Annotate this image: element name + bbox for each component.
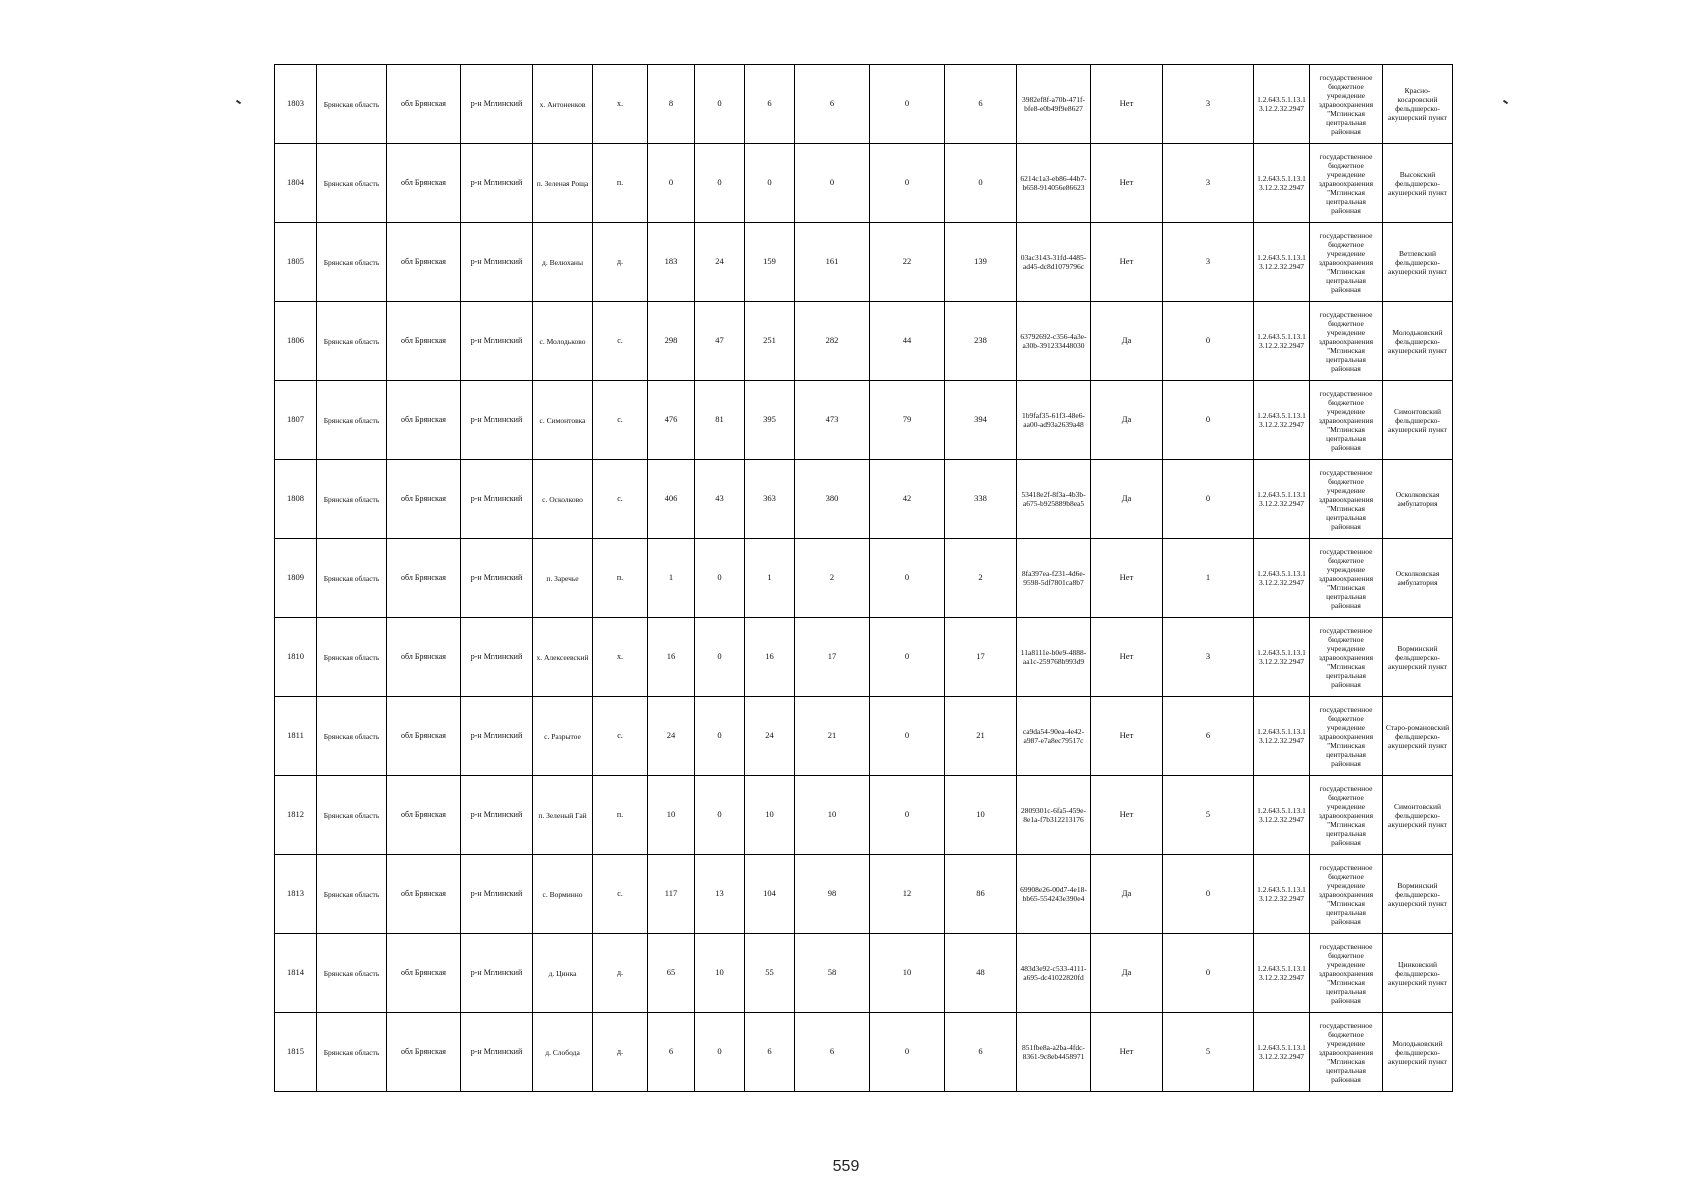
population-children-cell: 24 xyxy=(695,223,745,302)
population-children-cell: 0 xyxy=(695,1013,745,1092)
oblast-cell: обл Брянская xyxy=(387,697,461,776)
medical-organization-cell: государственное бюджетное учреждение здравоохранения "Мглинская центральная районная xyxy=(1310,302,1383,381)
oblast-cell: обл Брянская xyxy=(387,855,461,934)
population-adults-cell: 16 xyxy=(745,618,795,697)
fias-guid-cell: 851fbe8a-a2ba-4fdc-8361-9c8eb4458971 xyxy=(1017,1013,1091,1092)
population-children-2-cell: 0 xyxy=(870,65,945,144)
fias-guid-cell: 63792692-c356-4a3e-a30b-391233448030 xyxy=(1017,302,1091,381)
fias-guid-cell: 53418e2f-8f3a-4b3b-a675-b925889b8ea5 xyxy=(1017,460,1091,539)
has-facility-cell: Нет xyxy=(1091,697,1163,776)
oblast-cell: обл Брянская xyxy=(387,618,461,697)
medical-point-cell: Молодьковский фельдшерско-акушерский пункт xyxy=(1383,302,1453,381)
district-cell: р-н Мглинский xyxy=(461,460,533,539)
population-total-2-cell: 0 xyxy=(795,144,870,223)
row-number-cell: 1805 xyxy=(275,223,317,302)
population-children-2-cell: 22 xyxy=(870,223,945,302)
population-children-cell: 0 xyxy=(695,618,745,697)
population-total-2-cell: 10 xyxy=(795,776,870,855)
locality-type-cell: д. xyxy=(593,223,648,302)
has-facility-cell: Нет xyxy=(1091,618,1163,697)
population-adults-2-cell: 139 xyxy=(945,223,1017,302)
population-children-cell: 0 xyxy=(695,776,745,855)
oblast-cell: обл Брянская xyxy=(387,302,461,381)
locality-type-cell: с. xyxy=(593,697,648,776)
population-children-cell: 47 xyxy=(695,302,745,381)
population-adults-cell: 251 xyxy=(745,302,795,381)
population-children-2-cell: 0 xyxy=(870,776,945,855)
population-total-2-cell: 2 xyxy=(795,539,870,618)
row-number-cell: 1810 xyxy=(275,618,317,697)
population-total-cell: 476 xyxy=(648,381,695,460)
population-adults-2-cell: 6 xyxy=(945,1013,1017,1092)
row-number-cell: 1813 xyxy=(275,855,317,934)
table-row xyxy=(275,381,1453,460)
population-total-2-cell: 98 xyxy=(795,855,870,934)
oid-code-cell: 1.2.643.5.1.13.13.12.2.32.2947 xyxy=(1254,302,1310,381)
population-adults-cell: 10 xyxy=(745,776,795,855)
row-number-cell: 1807 xyxy=(275,381,317,460)
population-total-cell: 65 xyxy=(648,934,695,1013)
table-row xyxy=(275,697,1453,776)
population-children-2-cell: 42 xyxy=(870,460,945,539)
medical-point-cell: Ворминский фельдшерско-акушерский пункт xyxy=(1383,618,1453,697)
population-total-2-cell: 473 xyxy=(795,381,870,460)
medical-organization-cell: государственное бюджетное учреждение здравоохранения "Мглинская центральная районная xyxy=(1310,934,1383,1013)
settlements-table-container xyxy=(274,64,1450,1092)
oblast-cell: обл Брянская xyxy=(387,65,461,144)
oid-code-cell: 1.2.643.5.1.13.13.12.2.32.2947 xyxy=(1254,1013,1310,1092)
population-adults-cell: 104 xyxy=(745,855,795,934)
scan-mark-left xyxy=(236,100,241,105)
oid-code-cell: 1.2.643.5.1.13.13.12.2.32.2947 xyxy=(1254,460,1310,539)
district-cell: р-н Мглинский xyxy=(461,697,533,776)
settlements-table xyxy=(274,64,1453,1092)
has-facility-cell: Да xyxy=(1091,381,1163,460)
medical-point-cell: Ветлевский фельдшерско-акушерский пункт xyxy=(1383,223,1453,302)
population-children-2-cell: 44 xyxy=(870,302,945,381)
scan-mark-right xyxy=(1503,100,1508,105)
count-cell: 5 xyxy=(1163,1013,1254,1092)
table-row xyxy=(275,855,1453,934)
population-children-2-cell: 0 xyxy=(870,697,945,776)
region-cell: Брянская область xyxy=(317,855,387,934)
district-cell: р-н Мглинский xyxy=(461,934,533,1013)
oblast-cell: обл Брянская xyxy=(387,1013,461,1092)
locality-type-cell: с. xyxy=(593,302,648,381)
district-cell: р-н Мглинский xyxy=(461,65,533,144)
population-children-cell: 0 xyxy=(695,697,745,776)
row-number-cell: 1815 xyxy=(275,1013,317,1092)
locality-type-cell: с. xyxy=(593,381,648,460)
locality-cell: п. Заречье xyxy=(533,539,593,618)
locality-type-cell: д. xyxy=(593,934,648,1013)
medical-point-cell: Красно-косаровский фельдшерско-акушерский пункт xyxy=(1383,65,1453,144)
district-cell: р-н Мглинский xyxy=(461,381,533,460)
row-number-cell: 1806 xyxy=(275,302,317,381)
population-children-cell: 43 xyxy=(695,460,745,539)
population-total-2-cell: 17 xyxy=(795,618,870,697)
table-row xyxy=(275,539,1453,618)
population-total-cell: 1 xyxy=(648,539,695,618)
fias-guid-cell: 6214c1a3-eb86-44b7-b658-914056e86623 xyxy=(1017,144,1091,223)
population-adults-2-cell: 6 xyxy=(945,65,1017,144)
population-children-cell: 81 xyxy=(695,381,745,460)
locality-type-cell: п. xyxy=(593,539,648,618)
row-number-cell: 1814 xyxy=(275,934,317,1013)
population-total-cell: 10 xyxy=(648,776,695,855)
population-adults-2-cell: 48 xyxy=(945,934,1017,1013)
has-facility-cell: Да xyxy=(1091,855,1163,934)
population-total-cell: 16 xyxy=(648,618,695,697)
oid-code-cell: 1.2.643.5.1.13.13.12.2.32.2947 xyxy=(1254,381,1310,460)
has-facility-cell: Нет xyxy=(1091,1013,1163,1092)
population-total-2-cell: 6 xyxy=(795,1013,870,1092)
population-children-2-cell: 10 xyxy=(870,934,945,1013)
population-children-cell: 0 xyxy=(695,539,745,618)
population-total-cell: 183 xyxy=(648,223,695,302)
population-total-cell: 406 xyxy=(648,460,695,539)
locality-type-cell: п. xyxy=(593,144,648,223)
locality-cell: п. Зеленый Гай xyxy=(533,776,593,855)
district-cell: р-н Мглинский xyxy=(461,302,533,381)
population-adults-cell: 6 xyxy=(745,1013,795,1092)
locality-type-cell: д. xyxy=(593,1013,648,1092)
fias-guid-cell: 1b9faf35-61f3-48e6-aa00-ad93a2639a48 xyxy=(1017,381,1091,460)
has-facility-cell: Нет xyxy=(1091,539,1163,618)
medical-organization-cell: государственное бюджетное учреждение здравоохранения "Мглинская центральная районная xyxy=(1310,65,1383,144)
fias-guid-cell: 3982ef8f-a70b-471f-bfe8-e0b49f9e8627 xyxy=(1017,65,1091,144)
count-cell: 3 xyxy=(1163,618,1254,697)
medical-point-cell: Высокский фельдшерско-акушерский пункт xyxy=(1383,144,1453,223)
population-total-2-cell: 380 xyxy=(795,460,870,539)
population-total-cell: 8 xyxy=(648,65,695,144)
region-cell: Брянская область xyxy=(317,381,387,460)
population-adults-cell: 159 xyxy=(745,223,795,302)
oblast-cell: обл Брянская xyxy=(387,776,461,855)
population-adults-2-cell: 86 xyxy=(945,855,1017,934)
region-cell: Брянская область xyxy=(317,460,387,539)
population-adults-cell: 1 xyxy=(745,539,795,618)
table-row xyxy=(275,618,1453,697)
row-number-cell: 1803 xyxy=(275,65,317,144)
has-facility-cell: Да xyxy=(1091,460,1163,539)
fias-guid-cell: 11a8111e-b0e9-4888-aa1c-259768b993d9 xyxy=(1017,618,1091,697)
table-body xyxy=(275,65,1453,1092)
table-row xyxy=(275,776,1453,855)
region-cell: Брянская область xyxy=(317,144,387,223)
medical-organization-cell: государственное бюджетное учреждение здравоохранения "Мглинская центральная районная xyxy=(1310,697,1383,776)
has-facility-cell: Нет xyxy=(1091,65,1163,144)
population-total-2-cell: 58 xyxy=(795,934,870,1013)
population-total-cell: 298 xyxy=(648,302,695,381)
count-cell: 0 xyxy=(1163,381,1254,460)
page-number: 559 xyxy=(832,1158,860,1175)
count-cell: 6 xyxy=(1163,697,1254,776)
oid-code-cell: 1.2.643.5.1.13.13.12.2.32.2947 xyxy=(1254,855,1310,934)
count-cell: 0 xyxy=(1163,460,1254,539)
has-facility-cell: Нет xyxy=(1091,144,1163,223)
locality-cell: с. Ворминно xyxy=(533,855,593,934)
locality-cell: д. Цинка xyxy=(533,934,593,1013)
region-cell: Брянская область xyxy=(317,618,387,697)
district-cell: р-н Мглинский xyxy=(461,223,533,302)
population-children-cell: 0 xyxy=(695,65,745,144)
fias-guid-cell: 483d3e92-c533-4111-a695-dc41022820fd xyxy=(1017,934,1091,1013)
population-total-2-cell: 161 xyxy=(795,223,870,302)
population-adults-cell: 55 xyxy=(745,934,795,1013)
population-total-2-cell: 282 xyxy=(795,302,870,381)
count-cell: 1 xyxy=(1163,539,1254,618)
medical-point-cell: Старо-романовский фельдшерско-акушерский пункт xyxy=(1383,697,1453,776)
locality-cell: с. Молодьково xyxy=(533,302,593,381)
locality-type-cell: п. xyxy=(593,776,648,855)
row-number-cell: 1811 xyxy=(275,697,317,776)
table-row xyxy=(275,302,1453,381)
population-adults-2-cell: 21 xyxy=(945,697,1017,776)
population-adults-cell: 0 xyxy=(745,144,795,223)
locality-cell: х. Антоненков xyxy=(533,65,593,144)
oblast-cell: обл Брянская xyxy=(387,223,461,302)
medical-organization-cell: государственное бюджетное учреждение здравоохранения "Мглинская центральная районная xyxy=(1310,776,1383,855)
population-adults-cell: 395 xyxy=(745,381,795,460)
table-row xyxy=(275,934,1453,1013)
population-total-cell: 0 xyxy=(648,144,695,223)
medical-organization-cell: государственное бюджетное учреждение здравоохранения "Мглинская центральная районная xyxy=(1310,539,1383,618)
table-row xyxy=(275,1013,1453,1092)
fias-guid-cell: 69908e26-00d7-4e18-bb65-554243e390e4 xyxy=(1017,855,1091,934)
fias-guid-cell: 2809301c-6fa5-459e-8e1a-f7b312213176 xyxy=(1017,776,1091,855)
locality-cell: д. Велюханы xyxy=(533,223,593,302)
population-children-2-cell: 0 xyxy=(870,539,945,618)
medical-point-cell: Симонтовский фельдшерско-акушерский пункт xyxy=(1383,381,1453,460)
population-total-cell: 6 xyxy=(648,1013,695,1092)
population-children-2-cell: 0 xyxy=(870,1013,945,1092)
locality-type-cell: х. xyxy=(593,65,648,144)
population-adults-cell: 6 xyxy=(745,65,795,144)
has-facility-cell: Да xyxy=(1091,934,1163,1013)
population-adults-cell: 363 xyxy=(745,460,795,539)
row-number-cell: 1808 xyxy=(275,460,317,539)
population-adults-2-cell: 10 xyxy=(945,776,1017,855)
population-children-2-cell: 0 xyxy=(870,144,945,223)
medical-organization-cell: государственное бюджетное учреждение здравоохранения "Мглинская центральная районная xyxy=(1310,381,1383,460)
region-cell: Брянская область xyxy=(317,1013,387,1092)
count-cell: 0 xyxy=(1163,934,1254,1013)
medical-organization-cell: государственное бюджетное учреждение здравоохранения "Мглинская центральная районная xyxy=(1310,460,1383,539)
oblast-cell: обл Брянская xyxy=(387,460,461,539)
oid-code-cell: 1.2.643.5.1.13.13.12.2.32.2947 xyxy=(1254,539,1310,618)
row-number-cell: 1812 xyxy=(275,776,317,855)
district-cell: р-н Мглинский xyxy=(461,855,533,934)
population-total-cell: 117 xyxy=(648,855,695,934)
district-cell: р-н Мглинский xyxy=(461,1013,533,1092)
population-total-2-cell: 6 xyxy=(795,65,870,144)
locality-type-cell: с. xyxy=(593,460,648,539)
population-adults-2-cell: 17 xyxy=(945,618,1017,697)
locality-cell: х. Алексеевский xyxy=(533,618,593,697)
region-cell: Брянская область xyxy=(317,697,387,776)
oblast-cell: обл Брянская xyxy=(387,144,461,223)
district-cell: р-н Мглинский xyxy=(461,776,533,855)
oid-code-cell: 1.2.643.5.1.13.13.12.2.32.2947 xyxy=(1254,144,1310,223)
district-cell: р-н Мглинский xyxy=(461,539,533,618)
has-facility-cell: Нет xyxy=(1091,223,1163,302)
locality-cell: с. Симонтовка xyxy=(533,381,593,460)
table-row xyxy=(275,144,1453,223)
medical-point-cell: Цинковский фельдшерско-акушерский пункт xyxy=(1383,934,1453,1013)
locality-type-cell: с. xyxy=(593,855,648,934)
oid-code-cell: 1.2.643.5.1.13.13.12.2.32.2947 xyxy=(1254,223,1310,302)
locality-cell: п. Зеленая Роща xyxy=(533,144,593,223)
population-adults-2-cell: 238 xyxy=(945,302,1017,381)
district-cell: р-н Мглинский xyxy=(461,618,533,697)
oblast-cell: обл Брянская xyxy=(387,381,461,460)
population-children-cell: 10 xyxy=(695,934,745,1013)
count-cell: 3 xyxy=(1163,144,1254,223)
oblast-cell: обл Брянская xyxy=(387,934,461,1013)
region-cell: Брянская область xyxy=(317,223,387,302)
district-cell: р-н Мглинский xyxy=(461,144,533,223)
medical-organization-cell: государственное бюджетное учреждение здравоохранения "Мглинская центральная районная xyxy=(1310,855,1383,934)
table-row xyxy=(275,65,1453,144)
medical-organization-cell: государственное бюджетное учреждение здравоохранения "Мглинская центральная районная xyxy=(1310,618,1383,697)
oid-code-cell: 1.2.643.5.1.13.13.12.2.32.2947 xyxy=(1254,776,1310,855)
medical-point-cell: Осколковская амбулатория xyxy=(1383,460,1453,539)
medical-organization-cell: государственное бюджетное учреждение здравоохранения "Мглинская центральная районная xyxy=(1310,223,1383,302)
population-children-cell: 0 xyxy=(695,144,745,223)
region-cell: Брянская область xyxy=(317,776,387,855)
row-number-cell: 1804 xyxy=(275,144,317,223)
population-total-cell: 24 xyxy=(648,697,695,776)
table-row xyxy=(275,460,1453,539)
population-adults-2-cell: 2 xyxy=(945,539,1017,618)
medical-point-cell: Симонтовский фельдшерско-акушерский пункт xyxy=(1383,776,1453,855)
population-adults-cell: 24 xyxy=(745,697,795,776)
fias-guid-cell: ca9da54-90ea-4e42-a987-e7a8ec79517c xyxy=(1017,697,1091,776)
medical-organization-cell: государственное бюджетное учреждение здравоохранения "Мглинская центральная районная xyxy=(1310,1013,1383,1092)
count-cell: 5 xyxy=(1163,776,1254,855)
population-total-2-cell: 21 xyxy=(795,697,870,776)
has-facility-cell: Да xyxy=(1091,302,1163,381)
table-row xyxy=(275,223,1453,302)
count-cell: 3 xyxy=(1163,223,1254,302)
oid-code-cell: 1.2.643.5.1.13.13.12.2.32.2947 xyxy=(1254,65,1310,144)
fias-guid-cell: 8fa397ea-f231-4d6e-9598-5df7801ca8b7 xyxy=(1017,539,1091,618)
has-facility-cell: Нет xyxy=(1091,776,1163,855)
medical-point-cell: Молодьковский фельдшерско-акушерский пункт xyxy=(1383,1013,1453,1092)
population-children-2-cell: 0 xyxy=(870,618,945,697)
population-adults-2-cell: 0 xyxy=(945,144,1017,223)
oid-code-cell: 1.2.643.5.1.13.13.12.2.32.2947 xyxy=(1254,697,1310,776)
population-children-2-cell: 79 xyxy=(870,381,945,460)
population-children-cell: 13 xyxy=(695,855,745,934)
locality-type-cell: х. xyxy=(593,618,648,697)
population-children-2-cell: 12 xyxy=(870,855,945,934)
medical-organization-cell: государственное бюджетное учреждение здравоохранения "Мглинская центральная районная xyxy=(1310,144,1383,223)
medical-point-cell: Ворминский фельдшерско-акушерский пункт xyxy=(1383,855,1453,934)
medical-point-cell: Осколковская амбулатория xyxy=(1383,539,1453,618)
count-cell: 0 xyxy=(1163,855,1254,934)
region-cell: Брянская область xyxy=(317,539,387,618)
region-cell: Брянская область xyxy=(317,302,387,381)
region-cell: Брянская область xyxy=(317,65,387,144)
oblast-cell: обл Брянская xyxy=(387,539,461,618)
region-cell: Брянская область xyxy=(317,934,387,1013)
locality-cell: с. Разрытое xyxy=(533,697,593,776)
count-cell: 0 xyxy=(1163,302,1254,381)
oid-code-cell: 1.2.643.5.1.13.13.12.2.32.2947 xyxy=(1254,618,1310,697)
locality-cell: с. Осколково xyxy=(533,460,593,539)
row-number-cell: 1809 xyxy=(275,539,317,618)
population-adults-2-cell: 394 xyxy=(945,381,1017,460)
locality-cell: д. Слобода xyxy=(533,1013,593,1092)
population-adults-2-cell: 338 xyxy=(945,460,1017,539)
fias-guid-cell: 03ac3143-31fd-4485-ad45-dc8d1079796c xyxy=(1017,223,1091,302)
count-cell: 3 xyxy=(1163,65,1254,144)
oid-code-cell: 1.2.643.5.1.13.13.12.2.32.2947 xyxy=(1254,934,1310,1013)
